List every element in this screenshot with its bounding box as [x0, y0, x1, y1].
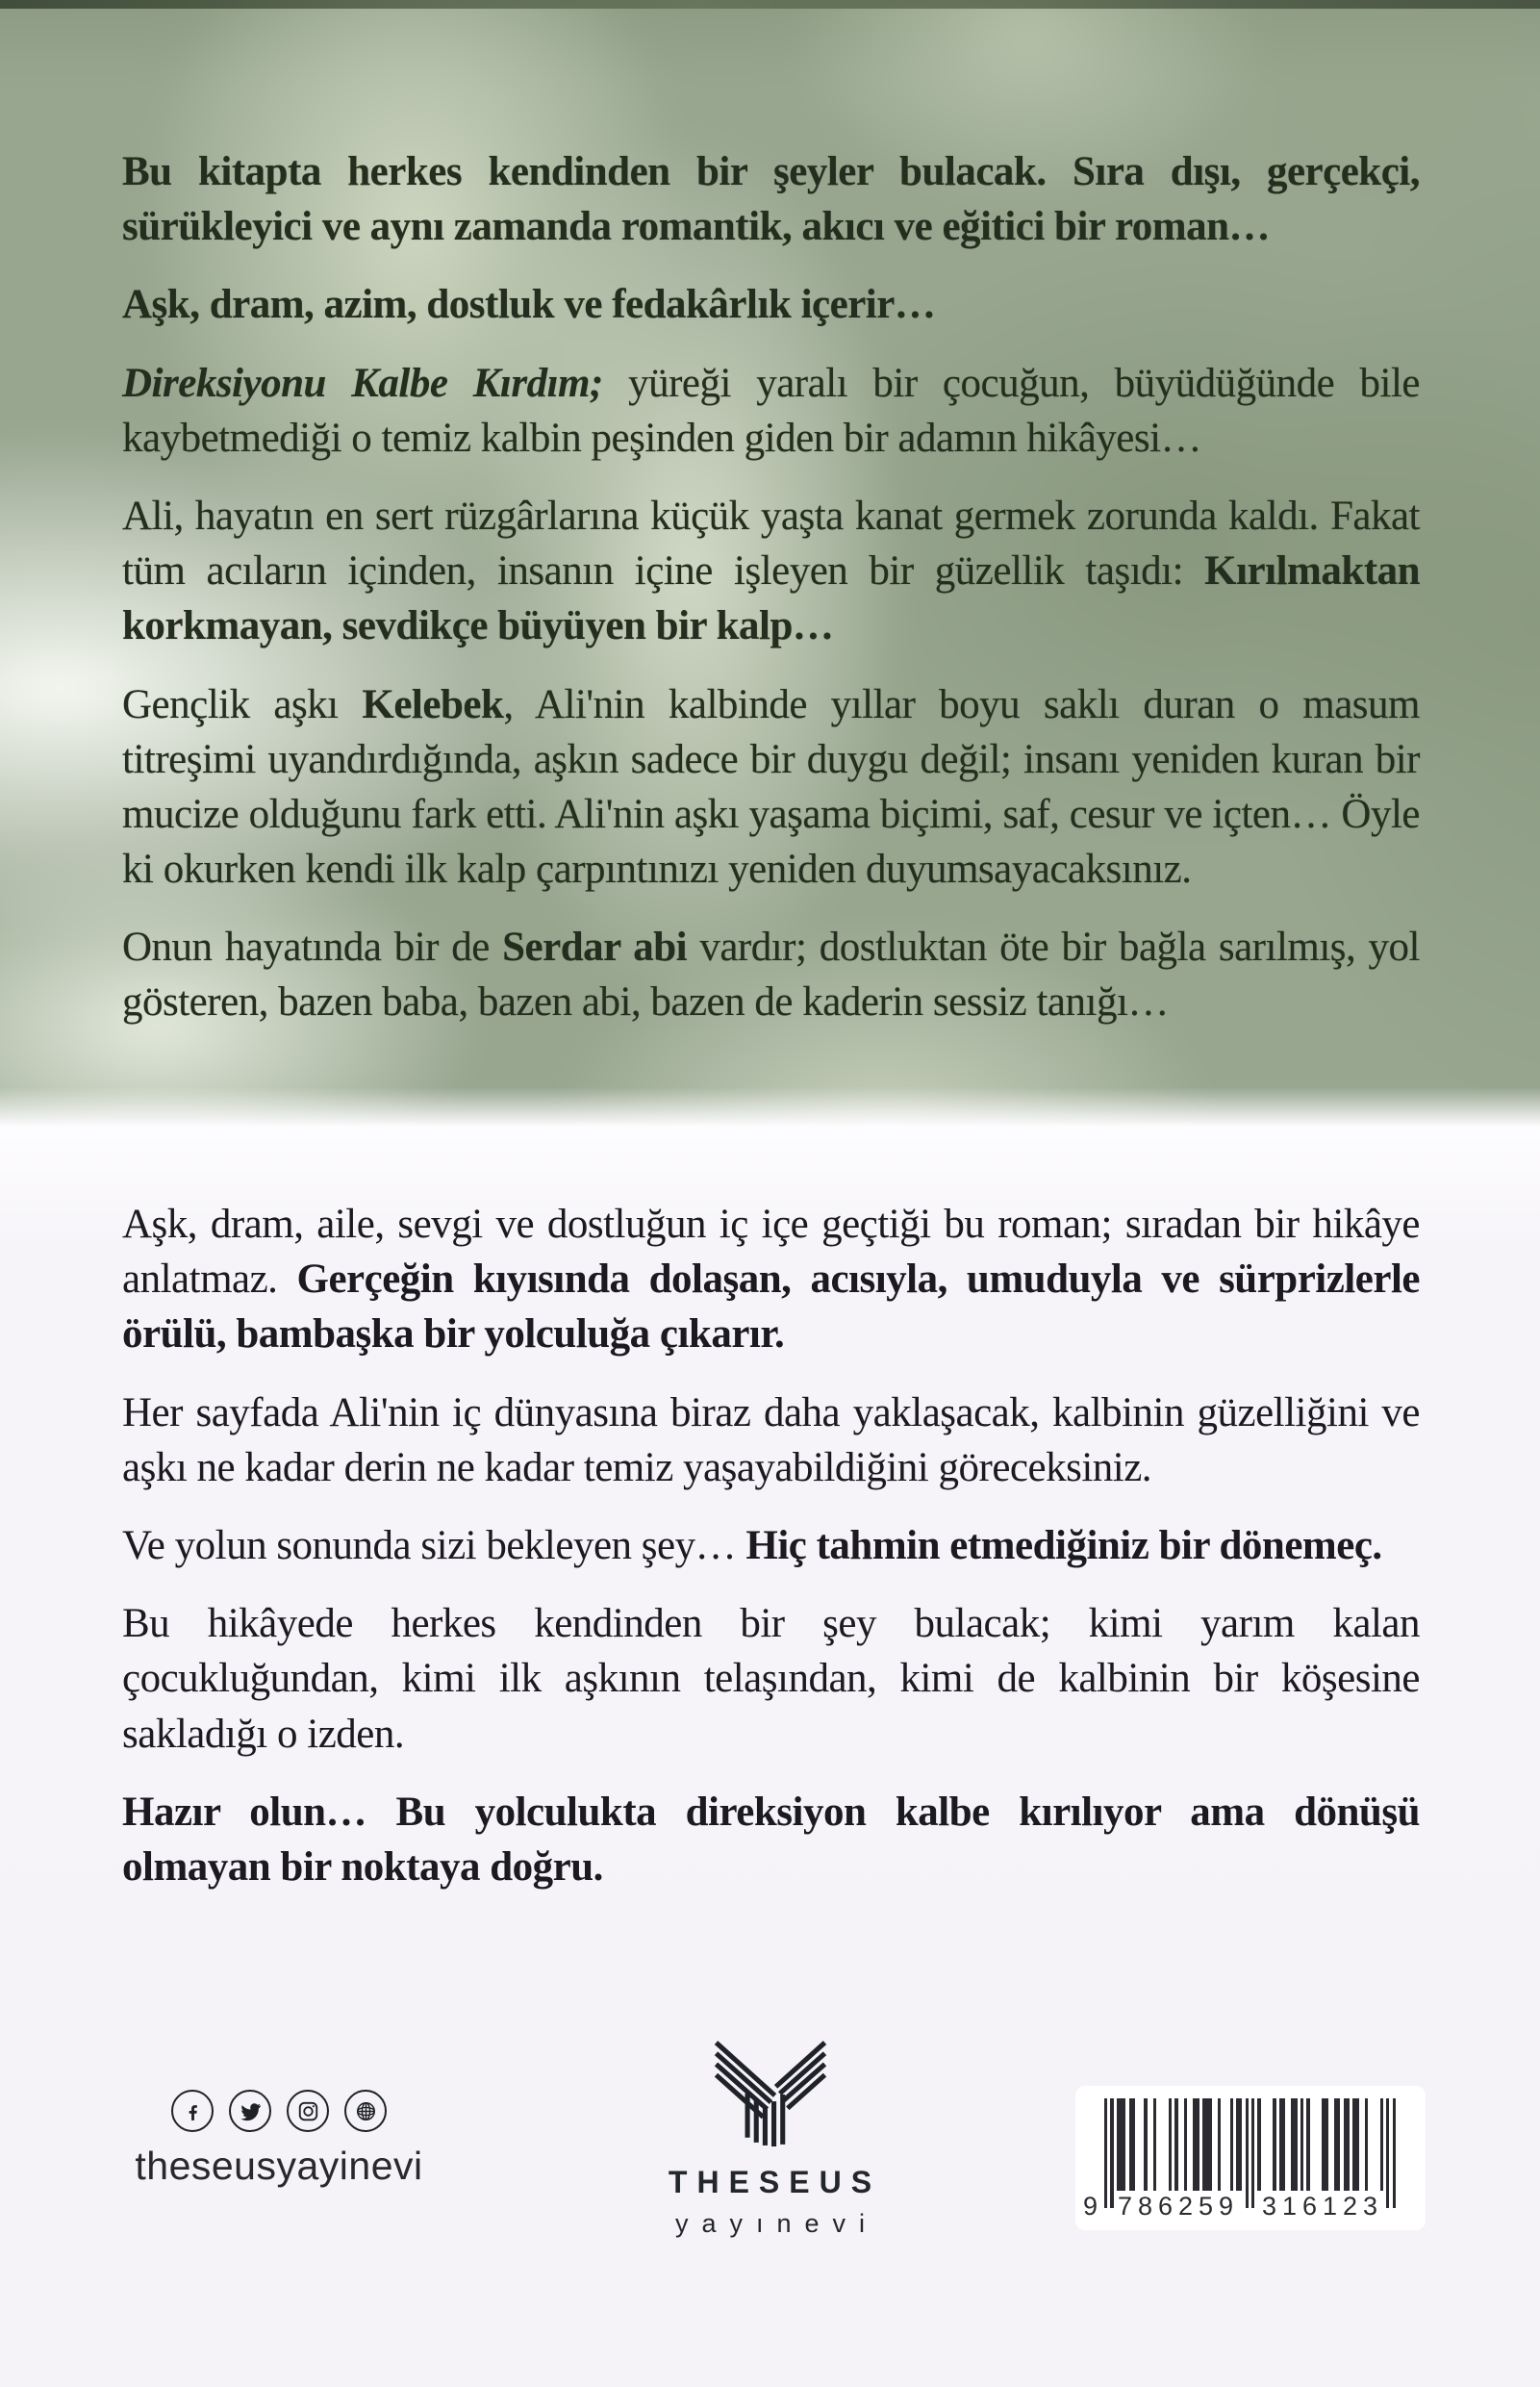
blurb-paragraph-2: Aşk, dram, azim, dostluk ve fedakârlık içerir… — [122, 282, 936, 328]
theseus-logo-mark — [714, 2040, 827, 2149]
blurb-paragraph-7: Aşk, dram, aile, sevgi ve dostluğun iç içe geçtiği bu roman; sıradan bir hikâye anlatmaz. Gerçeğin kıyısında dolaşan, acısıyla, umuduyla ve sürprizlerle örülü, bambaşka bir yolculuğa çıkarır. — [122, 1202, 1420, 1358]
top-dark-edge — [0, 0, 1540, 9]
hero-blurb-text — [122, 144, 1420, 1054]
character-name-serdar: Serdar abi — [502, 925, 688, 971]
blurb-paragraph-9: Ve yolun sonunda sizi bekleyen şey… Hiç tahmin etmediğiniz bir dönemeç. — [122, 1522, 1382, 1568]
character-name-kelebek: Kelebek — [362, 681, 504, 727]
bottom-section — [122, 1197, 1420, 1917]
publisher-type: yayınevi — [674, 2209, 879, 2238]
blurb-paragraph-5: Gençlik aşkı Kelebek, Ali'nin kalbinde yıllar boyu saklı duran o masum titreşimi uyandırdığında, aşkın sadece bir duygu değil; insanı yeniden kuran bir mucize olduğunu fark etti. Ali'nin aşkı yaşama biçimi, saf, cesur ve içten… Öyle ki okurken kendi ilk kalp çarpıntınızı yeniden duyumsayacaksınız. — [122, 681, 1420, 893]
blurb-paragraph-6: Onun hayatında bir de Serdar abi vardır; dostluktan öte bir bağla sarılmış, yol gösteren, bazen baba, bazen abi, bazen de kaderin sessiz tanığı… — [122, 925, 1420, 1026]
barcode-prefix: 9 — [1083, 2192, 1098, 2221]
top-section — [0, 0, 1540, 1133]
barcode-number — [1075, 2192, 1426, 2224]
barcode-group-2: 316123 — [1261, 2192, 1384, 2221]
book-title: Direksiyonu Kalbe Kırdım; — [122, 360, 603, 406]
barcode-group-1: 786259 — [1117, 2192, 1240, 2221]
blurb-paragraph-1: Bu kitapta herkes kendinden bir şeyler bulacak. Sıra dışı, gerçekçi, sürükleyici ve aynı zamanda romantik, akıcı ve eğitici bir roman… — [122, 149, 1420, 250]
green-to-white-fade — [0, 1087, 1540, 1133]
social-handle: theseusyayinevi — [135, 2144, 423, 2188]
blurb-paragraph-11: Hazır olun… Bu yolculukta direksiyon kalbe kırılıyor ama dönüşü olmayan bir noktaya doğru. — [122, 1789, 1420, 1890]
blurb-paragraph-4: Ali, hayatın en sert rüzgârlarına küçük yaşta kanat germek zorunda kaldı. Fakat tüm acıların içinden, insanın içine işleyen bir güzellik taşıdı: Kırılmaktan korkmayan, sevdikçe büyüyen bir kalp… — [122, 493, 1420, 649]
isbn-barcode — [1075, 2086, 1426, 2230]
blurb-paragraph-10: Bu hikâyede herkes kendinden bir şey bulacak; kimi yarım kalan çocukluğundan, kimi ilk aşkının telaşından, kimi de kalbinin bir köşesine sakladığı o izden. — [122, 1601, 1420, 1757]
publisher-name: THESEUS — [668, 2165, 882, 2199]
blurb-paragraph-3: Direksiyonu Kalbe Kırdım; yüreği yaralı bir çocuğun, büyüdüğünde bile kaybetmediği o temiz kalbin peşinden giden bir adamın hikâyesi… — [122, 360, 1420, 461]
blurb-paragraph-8: Her sayfada Ali'nin iç dünyasına biraz daha yaklaşacak, kalbinin güzelliğini ve aşkı ne kadar derin ne kadar temiz yaşayabildiğini göreceksiniz. — [122, 1389, 1420, 1490]
